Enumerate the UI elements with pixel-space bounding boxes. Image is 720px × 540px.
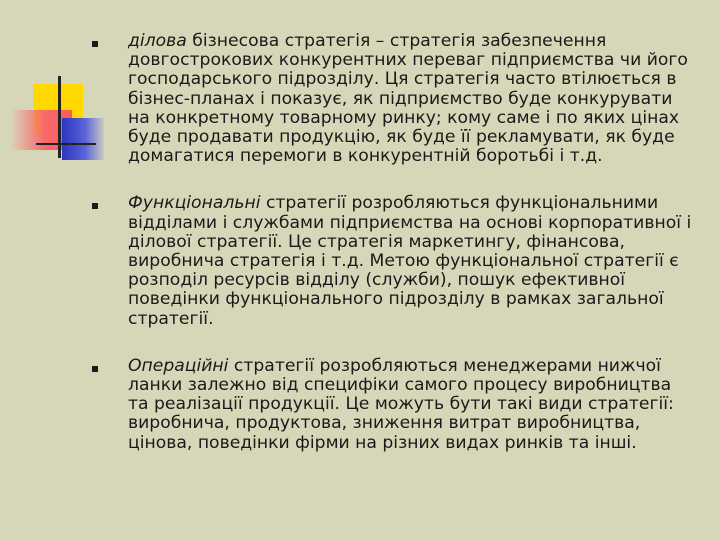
text-line: домагатися перемоги в конкурентній боротьбі і т.д. [128,146,603,167]
square-bullet-icon [92,366,98,372]
item-term: Функціональні [128,193,261,214]
text-line: стратегії. [128,308,214,329]
text-line: цінова, поведінки фірми на різних видах ринків та інші. [128,432,637,453]
item-text [128,357,702,453]
text-line: розподіл ресурсів відділу (служби), пошук ефективної [128,270,626,291]
square-bullet-icon [92,203,98,209]
text-line: ланки залежно від специфіки самого процесу виробництва [128,375,672,396]
list-item [92,32,702,166]
text-line: поведінки функціонального підрозділу в рамках загальної [128,289,664,310]
list-item [92,194,702,328]
decor-horizontal-line [36,143,96,145]
list-item [92,357,702,453]
text-line: довгострокових конкурентних переваг підприємства чи його [128,50,688,71]
text-line: та реалізації продукції. Це можуть бути такі види стратегії: [128,394,674,415]
decor-vertical-line [58,76,61,158]
item-term: Операційні [128,355,229,376]
text-line: бізнес-планах і показує, як підприємство буде конкурувати [128,88,673,109]
text-line: буде продавати продукцію, як буде її рекламувати, як буде [128,127,675,148]
item-text [128,32,702,166]
text-line: стратегії розробляються функціональними [260,193,659,214]
bullet-list [92,32,702,481]
text-line: стратегії розробляються менеджерами нижчої [228,355,661,376]
text-line: виробнича, продуктова, зниження витрат виробництва, [128,413,641,434]
item-term: ділова [128,31,187,51]
text-line: бізнесова стратегія – стратегія забезпечення [186,31,607,51]
text-line: виробнича стратегія і т.д. Метою функціональної стратегії є [128,251,679,272]
text-line: ділової стратегії. Це стратегія маркетингу, фінансова, [128,231,626,252]
square-bullet-icon [92,41,98,47]
text-line: на конкретному товарному ринку; кому саме і по яких цінах [128,107,680,128]
item-text [128,194,702,328]
text-line: відділами і службами підприємства на основі корпоративної і [128,212,692,233]
text-line: господарського підрозділу. Ця стратегія часто втілюється в [128,69,677,90]
